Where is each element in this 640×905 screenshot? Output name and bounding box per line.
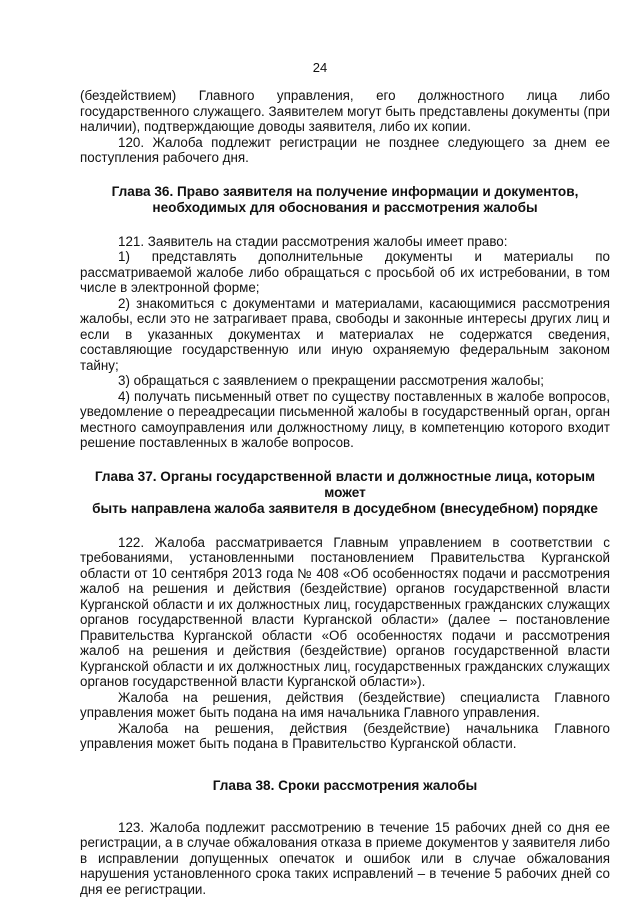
- paragraph-121-item2: 2) знакомиться с документами и материалами, касающимися рассмотрения жалобы, если это не затрагивает права, свободы и законные интересы других лиц и если в указанных документах и материалах не содержатся сведения, составляющие государственную или иную охраняемую федеральным законом тайну;: [80, 295, 610, 373]
- paragraph-121-intro: 121. Заявитель на стадии рассмотрения жалобы имеет право:: [118, 233, 508, 249]
- paragraph-122-second: Жалоба на решения, действия (бездействие) специалиста Главного управления может быть подана на имя начальника Главного управления.: [80, 689, 610, 720]
- paragraph-120: 120. Жалоба подлежит регистрации не позднее следующего за днем ее поступления рабочего дня.: [80, 134, 610, 165]
- paragraph-121-item4: 4) получать письменный ответ по существу поставленных в жалобе вопросов, уведомление о переадресации письменной жалобы в государственный орган, орган местного самоуправления или должностному лицу, в компетенцию которого входит решение поставленных в жалобе вопросов.: [80, 388, 610, 450]
- chapter-36-heading: [80, 184, 610, 216]
- chapter-37-heading: [80, 469, 610, 517]
- paragraph-121-item1: 1) представлять дополнительные документы и материалы по рассматриваемой жалобе либо обращаться с просьбой об их истребовании, в том числе в электронной форме;: [80, 249, 610, 295]
- paragraph-121-item3: 3) обращаться с заявлением о прекращении рассмотрения жалобы;: [118, 373, 544, 388]
- chapter-37-title-line2: быть направлена жалоба заявителя в досудебном (внесудебном) порядке: [92, 500, 598, 516]
- chapter-38-heading: [80, 778, 610, 794]
- chapter-36-title-line2: необходимых для обоснования и рассмотрения жалобы: [152, 199, 538, 215]
- document-body: [80, 88, 610, 897]
- paragraph-119-continuation: (бездействием) Главного управления, его должностного лица либо государственного служащего. Заявителем могут быть представлены документы (при наличии), подтверждающие доводы заявителя, либо их копии.: [80, 88, 610, 134]
- chapter-37-title-line1: Глава 37. Органы государственной власти и должностные лица, которым может: [94, 468, 596, 500]
- paragraph-122-third: Жалоба на решения, действия (бездействие) начальника Главного управления может быть подана в Правительство Курганской области.: [80, 720, 610, 751]
- chapter-36-title-line1: Глава 36. Право заявителя на получение информации и документов,: [111, 183, 579, 199]
- chapter-38-title: Глава 38. Сроки рассмотрения жалобы: [212, 777, 478, 793]
- page-number: 24: [312, 60, 328, 75]
- paragraph-122: 122. Жалоба рассматривается Главным управлением в соответствии с требованиями, установленными постановлением Правительства Курганской области от 10 сентября 2013 года № 408 «Об особенностях подачи и рассмотрения жалоб на решения и действия (бездействие) органов государственной власти Курганской области и их должностных лиц, государственных гражданских служащих органов государственной власти Курганской области» (далее – постановление Правительства Курганской области «Об особенностях подачи и рассмотрения жалоб на решения и действия (бездействие) органов государственной власти Курганской области и их должностных лиц, государственных гражданских служащих органов государственной власти Курганской области»).: [80, 534, 610, 689]
- paragraph-123: 123. Жалоба подлежит рассмотрению в течение 15 рабочих дней со дня ее регистрации, а в случае обжалования отказа в приеме документов у заявителя либо в исправлении допущенных опечаток и ошибок или в случае обжалования нарушения установленного срока таких исправлений – в течение 5 рабочих дней со дня ее регистрации.: [80, 819, 610, 897]
